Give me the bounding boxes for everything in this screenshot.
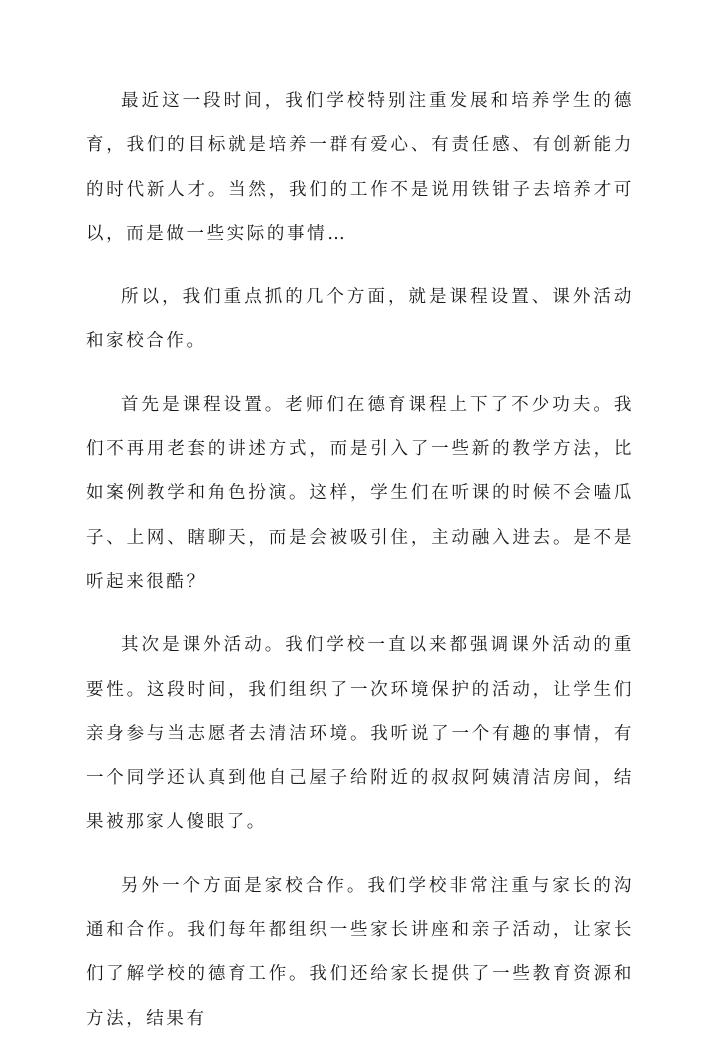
document-body <box>86 79 634 1060</box>
paragraph-3: 首先是课程设置。老师们在德育课程上下了不少功夫。我们不再用老套的讲述方式，而是引入了一些新的教学方法，比如案例教学和角色扮演。这样，学生们在听课的时候不会嗑瓜子、上网、瞎聊天，而是会被吸引住，主动融入进去。是不是听起来很酷？ <box>86 394 634 592</box>
paragraph-2: 所以，我们重点抓的几个方面，就是课程设置、课外活动和家校合作。 <box>86 287 634 352</box>
paragraph-1: 最近这一段时间，我们学校特别注重发展和培养学生的德育，我们的目标就是培养一群有爱心、有责任感、有创新能力的时代新人才。当然，我们的工作不是说用铁钳子去培养才可以，而是做一些实际的事情… <box>86 91 634 244</box>
paragraph-5: 另外一个方面是家校合作。我们学校非常注重与家长的沟通和合作。我们每年都组织一些家长讲座和亲子活动，让家长们了解学校的德育工作。我们还给家长提供了一些教育资源和方法，结果有 <box>86 875 634 1029</box>
paragraph-4: 其次是课外活动。我们学校一直以来都强调课外活动的重要性。这段时间，我们组织了一次环境保护的活动，让学生们亲身参与当志愿者去清洁环境。我听说了一个有趣的事情，有一个同学还认真到他自己屋子给附近的叔叔阿姨清洁房间，结果被那家人傻眼了。 <box>86 635 634 833</box>
